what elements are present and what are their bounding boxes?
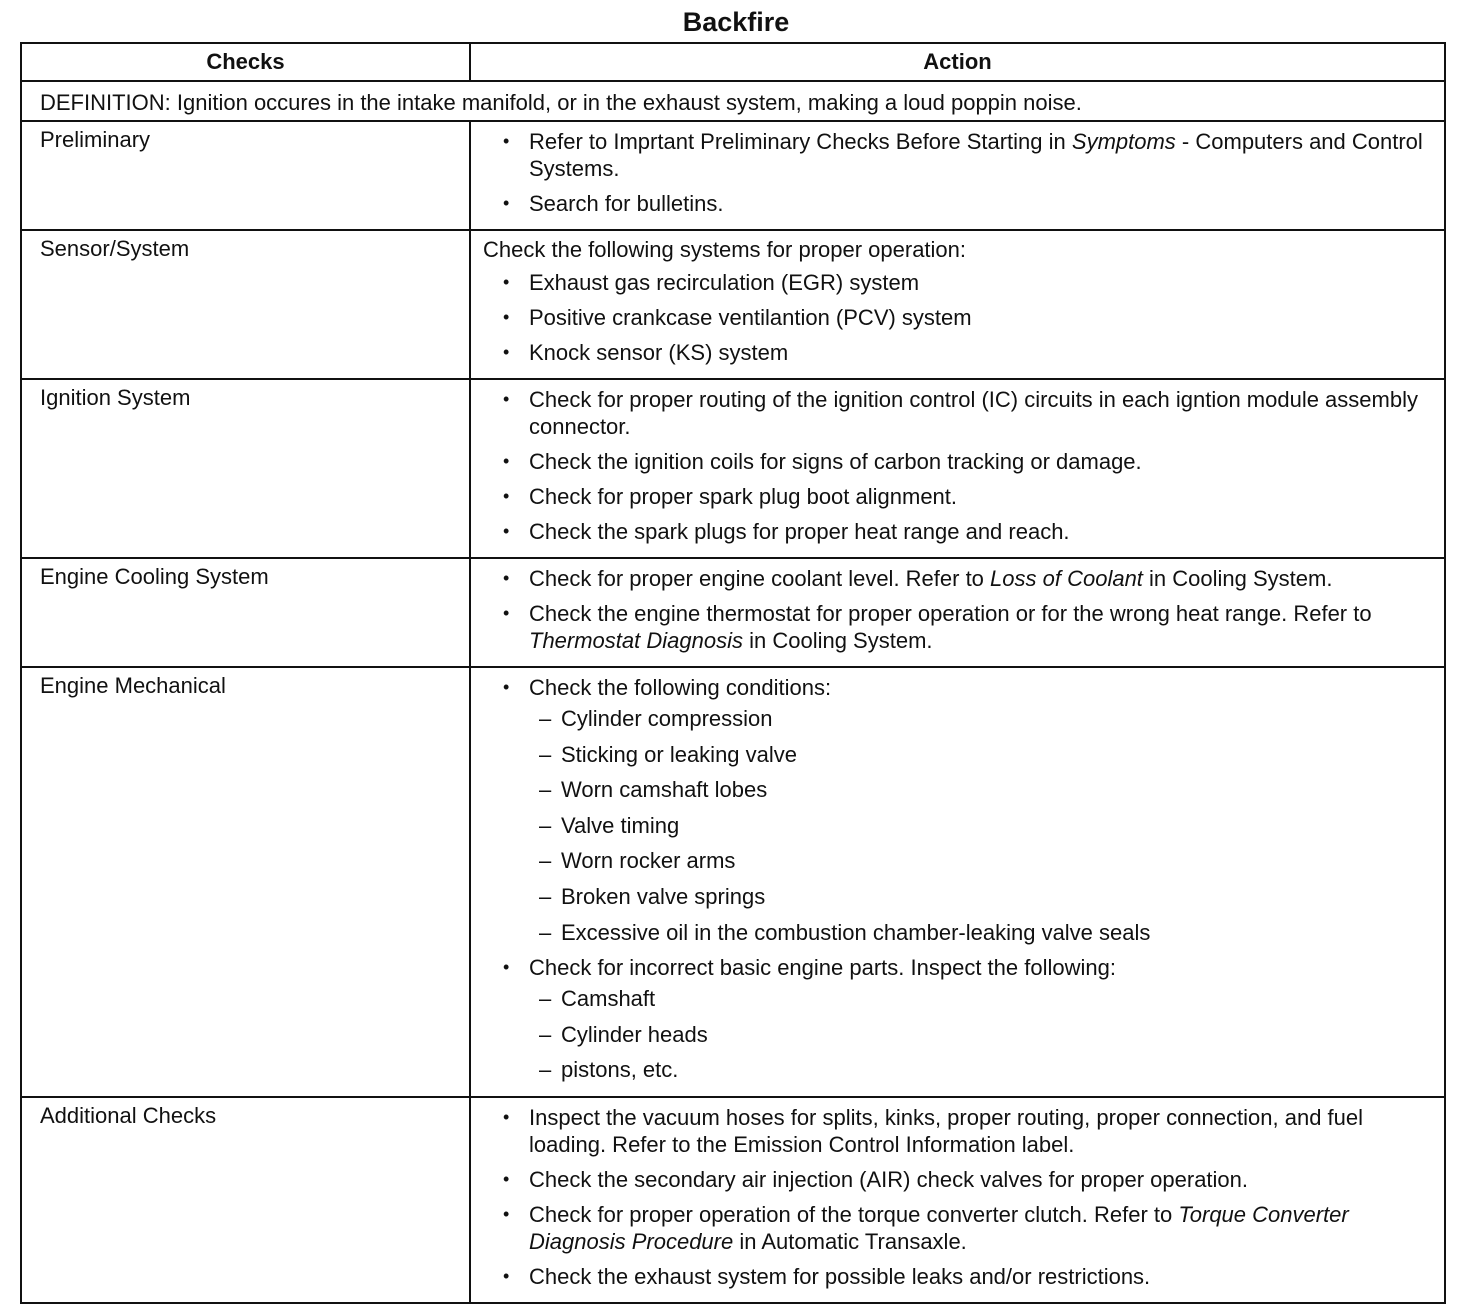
sub-item-text: Cylinder compression: [561, 706, 773, 731]
action-bullet-item: [483, 128, 1428, 182]
bullet-text: Check the spark plugs for proper heat range and reach.: [529, 519, 1070, 544]
bullet-text: Check for proper operation of the torque converter clutch. Refer to: [529, 1201, 1179, 1227]
sub-item-text: Worn camshaft lobes: [561, 777, 768, 803]
sub-item-list: [529, 705, 1428, 946]
sub-item: [529, 847, 1428, 874]
dash-glyph: –: [539, 777, 552, 803]
sub-item: [529, 883, 1428, 910]
action-intro: Check the following systems for proper operation:: [483, 237, 967, 262]
reference-title: Thermostat Diagnosis: [529, 628, 743, 653]
bullet-text: Positive crankcase ventilantion (PCV) system: [529, 305, 972, 330]
sub-item-text: Broken valve springs: [561, 883, 766, 909]
dash-glyph: –: [539, 883, 552, 909]
bullet-glyph: •: [503, 521, 510, 541]
bullet-glyph: •: [503, 193, 510, 213]
bullet-glyph: •: [503, 486, 510, 506]
bullet-text-tail: in Cooling System.: [1142, 566, 1333, 591]
action-cell: [470, 667, 1445, 1097]
bullet-text: Check the ignition coils for signs of carbon tracking or damage.: [529, 449, 1142, 474]
dash-glyph: –: [539, 848, 552, 874]
sub-item-text: Worn rocker arms: [561, 848, 736, 874]
action-bullet-item: [483, 386, 1428, 440]
bullet-text: Refer to Imprtant Preliminary Checks Before Starting in: [529, 129, 1072, 154]
action-bullet-item: [483, 304, 1428, 331]
bullet-text: Check the following conditions:: [529, 675, 832, 700]
action-bullet-item: [483, 954, 1428, 1083]
action-bullet-item: [483, 1263, 1428, 1290]
action-cell: [470, 1097, 1445, 1303]
action-bullet-item: [483, 483, 1428, 510]
sub-item: [529, 705, 1428, 732]
bullet-glyph: •: [503, 957, 510, 978]
check-row-ignition-system: [21, 379, 1445, 558]
bullet-text: Check for proper spark plug boot alignment.: [529, 484, 958, 509]
action-bullet-item: [483, 339, 1428, 366]
bullet-text: Inspect the vacuum hoses for splits, kinks, proper routing, proper connection, and fuel loading. Refer to the Emission Control Information label.: [529, 1104, 1364, 1157]
reference-title: Torque Converter Diagnosis Procedure: [529, 1201, 1349, 1254]
definition-text: DEFINITION: Ignition occures in the intake manifold, or in the exhaust system, making a loud poppin noise.: [21, 81, 1445, 121]
bullet-glyph: •: [503, 1265, 510, 1286]
action-column-header: Action: [470, 43, 1445, 81]
check-name: Engine Mechanical: [21, 667, 470, 1097]
dash-glyph: –: [539, 1057, 552, 1083]
sub-item-text: Excessive oil in the combustion chamber-leaking valve seals: [561, 919, 1151, 945]
sub-item: [529, 1056, 1428, 1083]
check-row-engine-cooling-system: [21, 558, 1445, 667]
bullet-text-tail: in Automatic Transaxle.: [733, 1228, 967, 1254]
page-title: Backfire: [682, 7, 790, 37]
action-cell: [470, 121, 1445, 230]
bullet-glyph: •: [503, 451, 510, 471]
action-cell: [470, 558, 1445, 667]
bullet-glyph: •: [503, 1106, 510, 1127]
check-name: Additional Checks: [21, 1097, 470, 1303]
dash-glyph: –: [539, 706, 552, 731]
reference-title: Loss of Coolant: [990, 566, 1143, 591]
sub-item: [529, 985, 1428, 1012]
dash-glyph: –: [539, 741, 552, 767]
action-bullet-item: [483, 1201, 1428, 1255]
bullet-text: Check for proper routing of the ignition control (IC) circuits in each igntion module assembly connector.: [529, 387, 1418, 439]
bullet-text: Check the engine thermostat for proper operation or for the wrong heat range. Refer to: [529, 601, 1372, 626]
dash-glyph: –: [539, 919, 552, 945]
action-bullet-list: [483, 1104, 1428, 1290]
bullet-text: Exhaust gas recirculation (EGR) system: [529, 270, 920, 295]
bullet-glyph: •: [503, 307, 510, 327]
dash-glyph: –: [539, 986, 552, 1012]
action-bullet-item: [483, 600, 1428, 654]
sub-item: [529, 741, 1428, 768]
dash-glyph: –: [539, 1021, 552, 1047]
action-bullet-list: [483, 674, 1428, 1083]
action-bullet-item: [483, 448, 1428, 475]
sub-item-text: Valve timing: [561, 812, 680, 838]
bullet-glyph: •: [503, 568, 510, 588]
bullet-text: Knock sensor (KS) system: [529, 340, 789, 365]
action-bullet-item: [483, 518, 1428, 545]
check-name: Sensor/System: [21, 230, 470, 379]
action-bullet-item: [483, 1104, 1428, 1158]
action-bullet-item: [483, 674, 1428, 946]
sub-item: [529, 776, 1428, 803]
bullet-text-tail: in Cooling System.: [742, 628, 933, 653]
bullet-glyph: •: [503, 389, 510, 409]
reference-title: Symptoms: [1071, 129, 1176, 154]
sub-item-text: Camshaft: [561, 986, 656, 1012]
action-bullet-item: [483, 565, 1428, 592]
check-name: Engine Cooling System: [21, 558, 470, 667]
check-name: Preliminary: [21, 121, 470, 230]
action-bullet-list: [483, 128, 1428, 217]
bullet-glyph: •: [503, 1168, 510, 1189]
sub-item: [529, 1021, 1428, 1048]
diagnosis-table: [20, 42, 1446, 1304]
action-cell: [470, 379, 1445, 558]
bullet-text: Check the secondary air injection (AIR) check valves for proper operation.: [529, 1166, 1249, 1192]
action-bullet-list: [483, 386, 1428, 545]
bullet-glyph: •: [503, 272, 510, 292]
action-bullet-item: [483, 1166, 1428, 1193]
bullet-text: Check the exhaust system for possible leaks and/or restrictions.: [529, 1263, 1151, 1289]
bullet-text: Check for proper engine coolant level. Refer to: [529, 566, 991, 591]
bullet-glyph: •: [503, 677, 510, 697]
action-bullet-item: [483, 190, 1428, 217]
action-bullet-list: [483, 565, 1428, 654]
bullet-text: Search for bulletins.: [529, 191, 724, 216]
definition-row: [21, 81, 1445, 121]
action-cell: [470, 230, 1445, 379]
check-row-sensor-system: [21, 230, 1445, 379]
bullet-text-tail: - Computers and Control Systems.: [529, 129, 1423, 181]
dash-glyph: –: [539, 812, 552, 838]
bullet-text: Check for incorrect basic engine parts. Inspect the following:: [529, 955, 1116, 981]
sub-item: [529, 919, 1428, 946]
check-row-preliminary: [21, 121, 1445, 230]
bullet-glyph: •: [503, 342, 510, 362]
sub-item-text: Cylinder heads: [561, 1021, 708, 1047]
action-bullet-item: [483, 269, 1428, 296]
check-name: Ignition System: [21, 379, 470, 558]
checks-column-header: Checks: [21, 43, 470, 81]
action-bullet-list: [483, 269, 1428, 366]
bullet-glyph: •: [503, 603, 510, 623]
sub-item-list: [529, 985, 1428, 1083]
sub-item-text: Sticking or leaking valve: [561, 741, 798, 767]
bullet-glyph: •: [503, 1203, 510, 1224]
check-row-engine-mechanical: [21, 667, 1445, 1097]
sub-item: [529, 812, 1428, 839]
header-row: [21, 43, 1445, 81]
check-row-additional-checks: [21, 1097, 1445, 1303]
sub-item-text: pistons, etc.: [561, 1057, 679, 1083]
bullet-glyph: •: [503, 131, 510, 151]
